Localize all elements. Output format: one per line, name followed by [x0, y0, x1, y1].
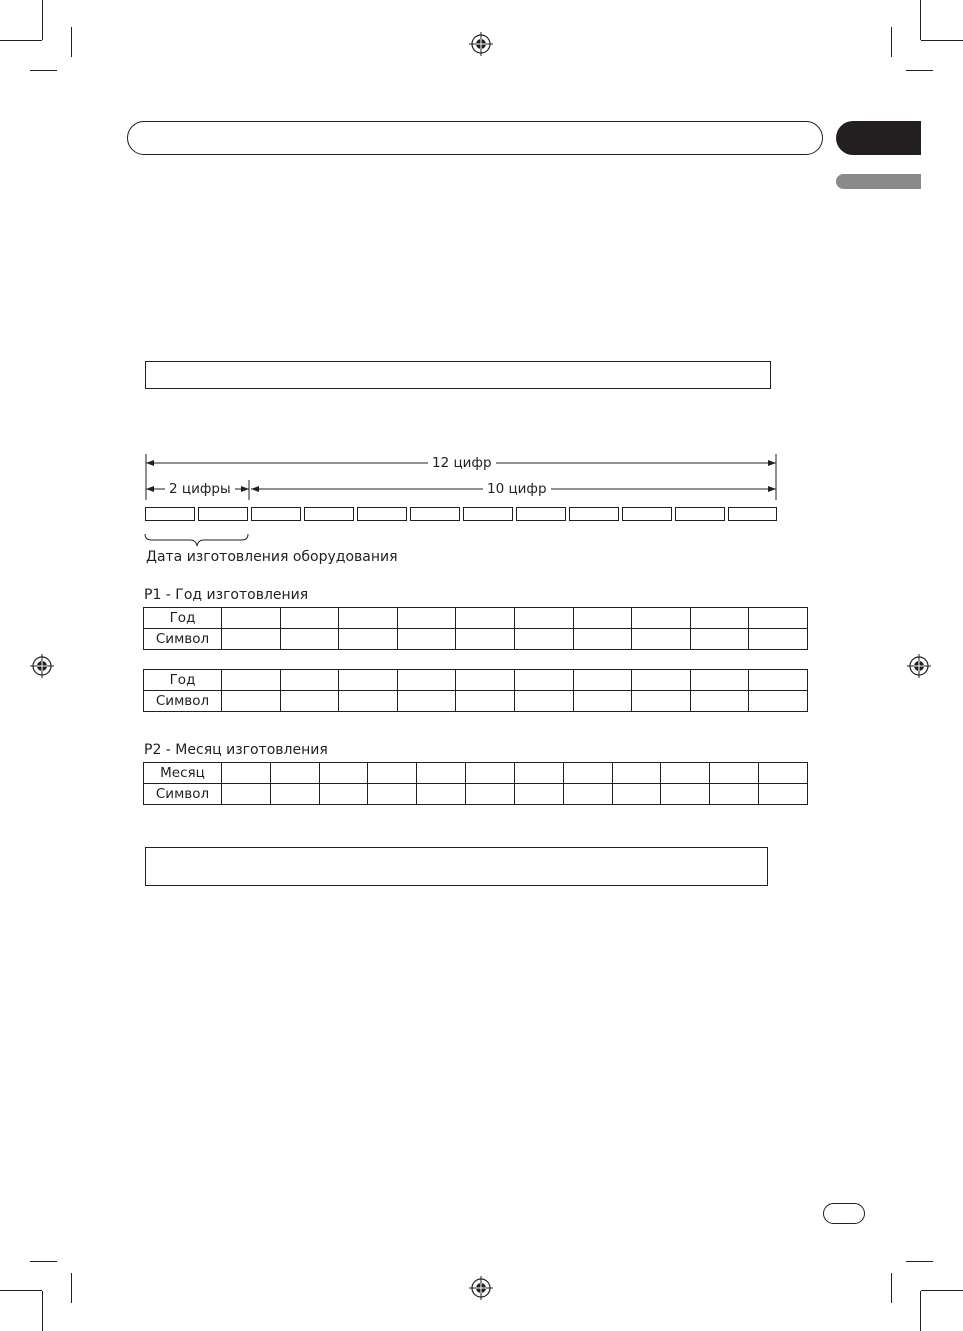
table-cell	[222, 691, 281, 712]
table-cell	[466, 763, 515, 784]
digit-box	[145, 507, 195, 521]
month-section-title: P2 - Месяц изготовления	[144, 742, 328, 758]
table-row	[144, 629, 808, 650]
table-cell	[368, 763, 417, 784]
table-cell	[270, 763, 319, 784]
table-cell	[661, 784, 710, 805]
crop-mark	[906, 1261, 933, 1262]
crop-mark	[30, 1261, 57, 1262]
table-cell	[456, 629, 515, 650]
row-header: Символ	[144, 784, 222, 805]
year-section-title: P1 - Год изготовления	[144, 587, 309, 603]
note-box	[145, 847, 768, 886]
table-cell	[749, 629, 808, 650]
table-cell	[759, 784, 808, 805]
month-table	[143, 762, 808, 805]
crop-mark	[42, 0, 43, 40]
crop-mark	[891, 1273, 892, 1303]
row-header: Год	[144, 608, 222, 629]
table-cell	[514, 763, 563, 784]
table-cell	[573, 691, 632, 712]
table-cell	[632, 691, 691, 712]
table-cell	[466, 784, 515, 805]
table-cell	[710, 784, 759, 805]
table-row	[144, 608, 808, 629]
table-cell	[749, 691, 808, 712]
crop-mark	[71, 27, 72, 57]
table-cell	[397, 670, 456, 691]
table-cell	[397, 608, 456, 629]
table-cell	[632, 608, 691, 629]
table-cell	[280, 629, 339, 650]
table-cell	[222, 763, 271, 784]
table-cell	[514, 608, 573, 629]
table-cell	[759, 763, 808, 784]
table-cell	[749, 670, 808, 691]
page-number-badge	[823, 1203, 865, 1224]
table-cell	[222, 608, 281, 629]
registration-mark-icon	[469, 1276, 493, 1300]
table-cell	[222, 629, 281, 650]
table-cell	[563, 763, 612, 784]
table-cell	[573, 608, 632, 629]
header-bar	[127, 121, 823, 155]
table-cell	[514, 670, 573, 691]
table-cell	[573, 629, 632, 650]
left-digits-label: 2 цифры	[165, 481, 235, 497]
table-cell	[690, 629, 749, 650]
brace-caption: Дата изготовления оборудования	[146, 549, 398, 565]
crop-mark	[71, 1273, 72, 1303]
table-row	[144, 670, 808, 691]
table-cell	[612, 763, 661, 784]
table-cell	[319, 763, 368, 784]
digit-box	[357, 507, 407, 521]
curly-brace-icon	[144, 533, 250, 549]
crop-mark	[921, 1290, 963, 1291]
digit-box	[251, 507, 301, 521]
heading-box	[145, 361, 771, 389]
table-cell	[339, 608, 398, 629]
table-cell	[563, 784, 612, 805]
digit-box	[410, 507, 460, 521]
table-cell	[661, 763, 710, 784]
table-cell	[417, 763, 466, 784]
table-cell	[280, 691, 339, 712]
table-cell	[710, 763, 759, 784]
year-table-2	[143, 669, 808, 712]
registration-mark-icon	[907, 654, 931, 678]
language-tab	[836, 174, 921, 189]
table-cell	[690, 691, 749, 712]
digit-box	[198, 507, 248, 521]
table-cell	[632, 629, 691, 650]
crop-mark	[920, 0, 921, 40]
table-cell	[514, 784, 563, 805]
year-table-1	[143, 607, 808, 650]
table-cell	[339, 691, 398, 712]
table-cell	[417, 784, 466, 805]
table-cell	[270, 784, 319, 805]
table-cell	[280, 670, 339, 691]
crop-mark	[891, 27, 892, 57]
digit-box	[304, 507, 354, 521]
crop-mark	[42, 1291, 43, 1331]
digit-box	[569, 507, 619, 521]
table-row	[144, 763, 808, 784]
right-digits-label: 10 цифр	[483, 481, 551, 497]
crop-mark	[920, 1291, 921, 1331]
table-cell	[514, 629, 573, 650]
table-cell	[632, 670, 691, 691]
table-cell	[690, 670, 749, 691]
table-cell	[319, 784, 368, 805]
registration-mark-icon	[469, 32, 493, 56]
table-cell	[456, 670, 515, 691]
row-header: Символ	[144, 691, 222, 712]
total-digits-label: 12 цифр	[428, 455, 496, 471]
table-cell	[339, 670, 398, 691]
table-cell	[397, 691, 456, 712]
digit-box	[516, 507, 566, 521]
table-cell	[690, 608, 749, 629]
registration-mark-icon	[30, 654, 54, 678]
table-cell	[339, 629, 398, 650]
row-header: Год	[144, 670, 222, 691]
row-header: Символ	[144, 629, 222, 650]
table-cell	[514, 691, 573, 712]
crop-mark	[30, 70, 57, 71]
table-row	[144, 784, 808, 805]
table-row	[144, 691, 808, 712]
row-header: Месяц	[144, 763, 222, 784]
crop-mark	[0, 1290, 42, 1291]
digit-box	[622, 507, 672, 521]
table-cell	[612, 784, 661, 805]
table-cell	[368, 784, 417, 805]
table-cell	[222, 670, 281, 691]
section-tab	[836, 121, 921, 155]
table-cell	[222, 784, 271, 805]
table-cell	[749, 608, 808, 629]
digit-box	[675, 507, 725, 521]
crop-mark	[0, 40, 42, 41]
table-cell	[456, 608, 515, 629]
digit-box	[728, 507, 777, 521]
crop-mark	[906, 70, 933, 71]
table-cell	[573, 670, 632, 691]
table-cell	[280, 608, 339, 629]
crop-mark	[921, 40, 963, 41]
digit-box	[463, 507, 513, 521]
table-cell	[397, 629, 456, 650]
table-cell	[456, 691, 515, 712]
